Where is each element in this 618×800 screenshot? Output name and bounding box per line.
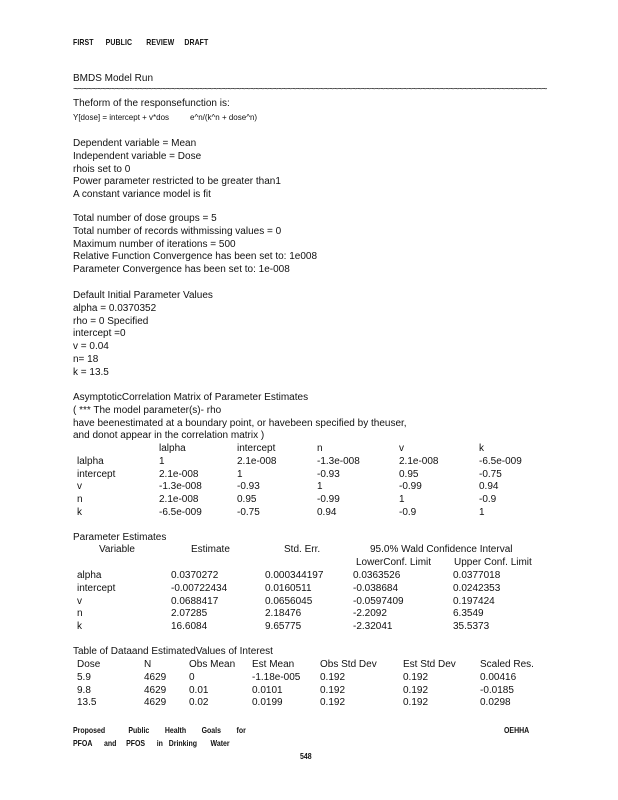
table-cell: 0.0101 — [252, 684, 283, 696]
correlation-note: ( *** The model parameter(s)- rho — [73, 404, 222, 416]
table-cell: -0.9 — [399, 506, 417, 518]
table-cell: 5.9 — [77, 671, 91, 683]
initial-line: n= 18 — [73, 353, 99, 365]
footer-word: Water — [210, 738, 230, 748]
table-cell: -2.32041 — [353, 621, 393, 633]
table-cell: v — [399, 443, 404, 454]
table-cell: 0.0242353 — [453, 582, 501, 594]
form-rhs: e^n/(k^n + dose^n) — [190, 113, 258, 122]
table-cell: 2.1e-008 — [237, 455, 277, 467]
footer-word: for — [236, 725, 246, 735]
initial-line: v = 0.04 — [73, 341, 109, 353]
settings-line: A constant variance model is fit — [73, 189, 211, 201]
table-cell: lalpha — [77, 455, 104, 467]
table-cell: -0.93 — [237, 481, 260, 493]
table-row — [77, 507, 539, 520]
table-header-row — [77, 443, 539, 456]
table-cell: Est Mean — [252, 659, 295, 670]
table-cell: 0.192 — [403, 671, 429, 683]
table-row — [77, 621, 533, 634]
footer-line-1 — [73, 725, 246, 735]
table-cell: Est Std Dev — [403, 659, 456, 670]
table-cell: 0.197424 — [453, 595, 495, 607]
initial-line: k = 13.5 — [73, 366, 109, 378]
table-cell: 0.95 — [237, 494, 257, 506]
table-cell: 0.0377018 — [453, 570, 501, 581]
settings-line: Independent variable = Dose — [73, 150, 202, 162]
table-cell: intercept — [77, 582, 116, 594]
initial-line: intercept =0 — [73, 328, 126, 340]
footer-word: and — [103, 738, 117, 748]
interest-title: Table of Dataand EstimatedValues of Interest — [73, 646, 273, 657]
footer-word: PFOA — [73, 738, 93, 748]
table-cell: 1 — [479, 506, 485, 518]
run-title: BMDS Model Run — [73, 73, 154, 84]
estimates-h-variable: Variable — [99, 544, 135, 555]
header-word: REVIEW — [146, 37, 175, 47]
counts-line: Relative Function Convergence has been set to: 1e008 — [73, 251, 318, 263]
table-cell: intercept — [237, 443, 276, 454]
table-cell: 1 — [317, 481, 323, 493]
table-cell: 1 — [159, 455, 165, 467]
table-cell: 2.1e-008 — [159, 494, 199, 506]
page-number: 548 — [300, 751, 312, 761]
table-cell: N — [144, 659, 152, 670]
table-header-row — [77, 659, 550, 672]
table-cell: Dose — [77, 659, 101, 670]
table-row — [77, 570, 533, 583]
table-cell: 4629 — [144, 671, 167, 683]
table-cell: 0.192 — [320, 671, 346, 683]
correlation-title: AsymptoticCorrelation Matrix of Parameter Estimates — [73, 392, 309, 403]
table-cell: v — [77, 595, 82, 607]
footer-line-2 — [73, 738, 230, 748]
table-row — [77, 697, 550, 710]
table-cell: -0.9 — [479, 494, 497, 506]
table-cell: 0.0160511 — [265, 582, 312, 594]
table-cell: -0.00722434 — [171, 582, 228, 594]
table-cell: 1 — [399, 494, 405, 506]
settings-line: rhois set to 0 — [73, 163, 131, 175]
table-cell: Obs Mean — [189, 659, 236, 670]
table-row — [77, 685, 550, 698]
table-cell: 0.192 — [403, 684, 429, 696]
table-row — [77, 608, 533, 621]
table-cell: 35.5373 — [453, 621, 490, 633]
footer-word: Health — [164, 725, 187, 735]
settings-line: Dependent variable = Mean — [73, 138, 197, 149]
table-cell: 0.192 — [403, 697, 429, 709]
table-cell: -6.5e-009 — [479, 455, 522, 467]
table-cell: 0.00416 — [480, 671, 517, 683]
table-row — [77, 672, 550, 685]
table-cell: 0.95 — [399, 468, 419, 480]
table-cell: n — [77, 608, 83, 620]
settings-line: Power parameter restricted to be greater than1 — [73, 176, 281, 188]
table-cell: 0.0298 — [480, 697, 511, 709]
estimates-h-upper: Upper Conf. Limit — [454, 557, 532, 568]
table-cell: 2.1e-008 — [399, 455, 439, 467]
table-cell: 0 — [189, 671, 195, 683]
table-cell: 0.0199 — [252, 697, 283, 709]
footer-word: in — [156, 738, 163, 748]
table-row — [77, 469, 539, 482]
table-cell: k — [77, 621, 82, 633]
header-word: PUBLIC — [105, 37, 133, 47]
estimates-h-estimate: Estimate — [191, 544, 230, 555]
table-cell: -0.75 — [479, 468, 502, 480]
table-cell: 2.1e-008 — [159, 468, 199, 480]
interest-table — [77, 659, 550, 710]
table-cell: -1.18e-005 — [252, 671, 301, 683]
table-cell: -0.0597409 — [353, 595, 404, 607]
counts-block — [73, 213, 317, 277]
table-cell: 2.18476 — [265, 608, 302, 620]
initial-line: alpha = 0.0370352 — [73, 302, 157, 314]
table-cell: 0.01 — [189, 684, 209, 696]
table-cell — [77, 443, 159, 456]
table-cell: -0.75 — [237, 506, 260, 518]
table-cell: 0.0688417 — [171, 595, 219, 607]
table-cell: 0.94 — [479, 481, 499, 493]
table-cell: -6.5e-009 — [159, 506, 202, 518]
footer-word: Proposed — [73, 725, 106, 735]
footer-word: Public — [128, 725, 150, 735]
table-cell: 4629 — [144, 697, 167, 709]
correlation-block — [73, 392, 407, 443]
footer-word: PFOS — [126, 738, 146, 748]
form-lhs: Y[dose] = intercept + v*dos — [73, 113, 170, 122]
estimates-h-ci: 95.0% Wald Confidence Interval — [370, 544, 513, 555]
correlation-table — [77, 443, 539, 520]
table-cell: 2.07285 — [171, 608, 208, 620]
table-cell: -0.038684 — [353, 582, 399, 594]
table-cell: 9.8 — [77, 684, 91, 696]
form-label: Theform of the responsefunction is: — [73, 98, 230, 109]
table-cell: 1 — [237, 468, 243, 480]
counts-line: Total number of dose groups = 5 — [73, 213, 217, 224]
table-cell: 13.5 — [77, 697, 97, 709]
table-row — [77, 494, 539, 507]
table-cell: 0.192 — [320, 697, 346, 709]
table-cell: 0.192 — [320, 684, 346, 696]
settings-block — [73, 138, 281, 202]
table-cell: lalpha — [159, 443, 186, 454]
header-word: DRAFT — [184, 37, 209, 47]
draft-header — [73, 37, 208, 47]
table-cell: 0.0370272 — [171, 570, 219, 581]
counts-line: Parameter Convergence has been set to: 1e-008 — [73, 264, 290, 276]
counts-line: Maximum number of iterations = 500 — [73, 238, 236, 250]
table-cell: k — [77, 506, 82, 518]
table-cell: n — [317, 443, 323, 454]
table-row — [77, 583, 533, 596]
table-row — [77, 481, 539, 494]
table-cell: 6.3549 — [453, 608, 484, 620]
table-cell: -0.99 — [317, 494, 340, 506]
table-cell: n — [77, 494, 83, 506]
table-cell: k — [479, 443, 484, 454]
correlation-note: have beenestimated at a boundary point, or havebeen specified by theuser, — [73, 417, 407, 429]
table-cell: 0.000344197 — [265, 570, 324, 581]
correlation-note: and donot appear in the correlation matrix ) — [73, 430, 265, 442]
table-cell: intercept — [77, 468, 116, 480]
estimates-title: Parameter Estimates — [73, 532, 167, 543]
table-cell: alpha — [77, 570, 102, 581]
table-cell: -1.3e-008 — [317, 455, 360, 467]
table-cell: 4629 — [144, 684, 167, 696]
table-cell: -1.3e-008 — [159, 481, 202, 493]
table-cell: 9.65775 — [265, 621, 302, 633]
table-cell: 0.02 — [189, 697, 209, 709]
table-cell: v — [77, 481, 82, 493]
estimates-h-stderr: Std. Err. — [284, 544, 321, 555]
table-cell: 0.94 — [317, 506, 337, 518]
table-cell: 0.0656045 — [265, 595, 313, 607]
table-row — [77, 456, 539, 469]
table-cell: -0.0185 — [480, 684, 514, 696]
table-cell: Obs Std Dev — [320, 659, 377, 670]
initial-block — [73, 290, 213, 380]
table-cell: 0.0363526 — [353, 570, 401, 581]
counts-line: Total number of records withmissing values = 0 — [73, 225, 282, 237]
footer-agency: OEHHA — [504, 725, 530, 735]
table-cell: -0.99 — [399, 481, 422, 493]
table-cell: -0.93 — [317, 468, 340, 480]
initial-title: Default Initial Parameter Values — [73, 290, 213, 301]
tilde-rule: ~~~~~~~~~~~~~~~~~~~~~~~~~~~~~~~~~~~~~~~~~~~~~~~~~~~~~~~~~~~~~~~~~~~~~~~~~~~~~~~~~~~~~~~~~~~~~~~~~~~~~~ — [73, 84, 547, 95]
table-cell: 16.6084 — [171, 621, 208, 633]
footer-word: Goals — [201, 725, 221, 735]
estimates-table — [77, 570, 533, 634]
footer-word: Drinking — [168, 738, 197, 748]
initial-line: rho = 0 Specified — [73, 315, 149, 327]
table-cell: Scaled Res. — [480, 659, 534, 670]
header-word: FIRST — [73, 37, 94, 47]
estimates-h-lower: LowerConf. Limit — [356, 557, 432, 568]
table-row — [77, 596, 533, 609]
table-cell: -2.2092 — [353, 608, 387, 620]
